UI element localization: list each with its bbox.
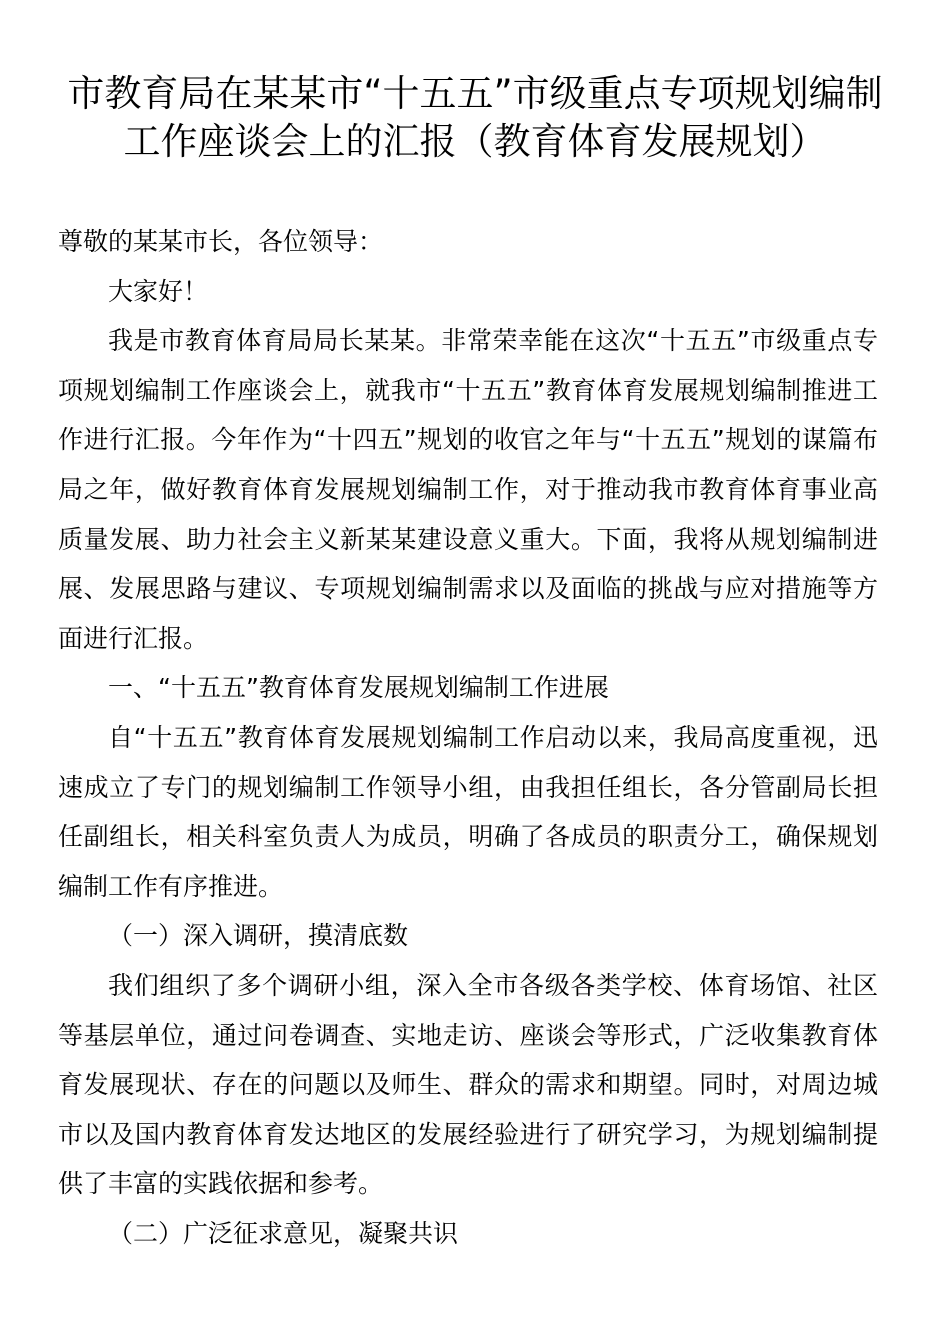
section-1-heading: 一、“十五五”教育体育发展规划编制工作进展 bbox=[108, 673, 609, 703]
salutation: 尊敬的某某市长，各位领导： bbox=[58, 227, 384, 256]
document-title bbox=[40, 70, 910, 166]
title-line-2: 工作座谈会上的汇报（教育体育发展规划） bbox=[123, 120, 827, 163]
section-1-paragraph: 自“十五五”教育体育发展规划编制工作启动以来，我局高度重视，迅速成立了专门的规划编制工作领导小组，由我担任组长，各分管副局长担任副组长，相关科室负责人为成员，明确了各成员的职责分工，确保规划编制工作有序推进。 bbox=[58, 722, 878, 901]
subsection-1-heading: （一）深入调研，摸清底数 bbox=[108, 921, 409, 951]
subsection-2-heading: （二）广泛征求意见，凝聚共识 bbox=[108, 1218, 459, 1248]
greeting: 大家好！ bbox=[108, 276, 209, 306]
subsection-1-paragraph: 我们组织了多个调研小组，深入全市各级各类学校、体育场馆、社区等基层单位，通过问卷调查、实地走访、座谈会等形式，广泛收集教育体育发展现状、存在的问题以及师生、群众的需求和期望。同时，对周边城市以及国内教育体育发达地区的发展经验进行了研究学习，为规划编制提供了丰富的实践依据和参考。 bbox=[58, 970, 878, 1199]
title-line-1: 市教育局在某某市“十五五”市级重点专项规划编制 bbox=[67, 72, 883, 115]
document-body bbox=[58, 217, 878, 1258]
intro-paragraph: 我是市教育体育局局长某某。非常荣幸能在这次“十五五”市级重点专项规划编制工作座谈会上，就我市“十五五”教育体育发展规划编制推进工作进行汇报。今年作为“十四五”规划的收官之年与“十五五”规划的谋篇布局之年，做好教育体育发展规划编制工作，对于推动我市教育体育事业高质量发展、助力社会主义新某某建设意义重大。下面，我将从规划编制进展、发展思路与建议、专项规划编制需求以及面临的挑战与应对措施等方面进行汇报。 bbox=[58, 326, 878, 653]
